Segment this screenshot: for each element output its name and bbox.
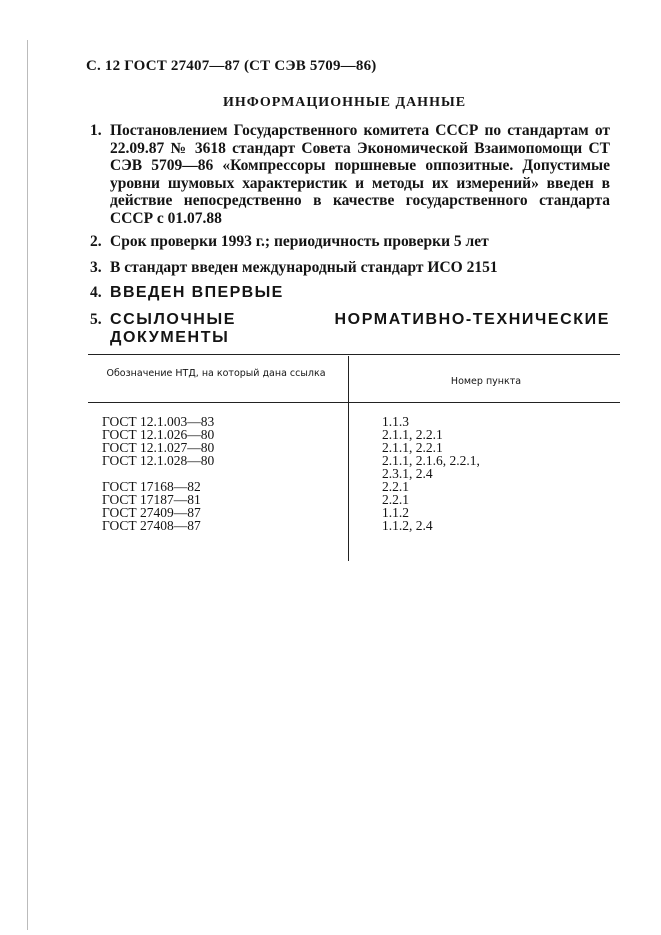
table-header-clause: Номер пункта	[450, 376, 522, 387]
table-top-rule	[88, 354, 620, 355]
cell-document: ГОСТ 12.1.027—80	[102, 440, 215, 455]
cell-clause: 2.1.1, 2.2.1	[382, 440, 443, 455]
info-item-4	[90, 284, 610, 302]
cell-clause: 2.2.1	[382, 479, 409, 494]
section-title: ИНФОРМАЦИОННЫЕ ДАННЫЕ	[222, 95, 467, 110]
cell-document: ГОСТ 17168—82	[102, 479, 201, 494]
cell-clause: 1.1.2, 2.4	[382, 518, 433, 533]
table-header-rule	[88, 402, 620, 403]
item-text: В стандарт введен международный стандарт ИСО 2151	[110, 259, 498, 276]
info-item-1	[90, 122, 610, 228]
item-number: 4.	[90, 284, 102, 301]
cell-clause: 2.2.1	[382, 492, 409, 507]
table-column-divider	[348, 356, 349, 561]
item-text: Срок проверки 1993 г.; периодичность проверки 5 лет	[110, 233, 489, 250]
item-number: 2.	[90, 233, 102, 250]
item-number: 5.	[90, 311, 102, 328]
item-text: ССЫЛОЧНЫЕ НОРМАТИВНО-ТЕХНИЧЕСКИЕ ДОКУМЕНТЫ	[110, 311, 610, 346]
cell-document: ГОСТ 12.1.003—83	[102, 414, 215, 429]
table-header-document: Обозначение НТД, на который дана ссылка	[106, 368, 326, 379]
cell-document: ГОСТ 12.1.026—80	[102, 427, 215, 442]
cell-clause: 1.1.2	[382, 505, 409, 520]
item-text: Постановлением Государственного комитета СССР по стандартам от 22.09.87 № 3618 стандарт Совета Экономической Взаимопомощи СТ СЭВ 5709—86 «Компрессоры поршневые оппозитные. Допустимые уровни шумовых характеристик и методы их измерений» введен в действие непосредственно в качестве государственного стандарта СССР с 01.07.88	[110, 122, 610, 227]
cell-clause: 1.1.3	[382, 414, 409, 429]
cell-clause: 2.3.1, 2.4	[382, 466, 433, 481]
item-number: 1.	[90, 122, 102, 139]
cell-document: ГОСТ 12.1.028—80	[102, 453, 215, 468]
item-text: ВВЕДЕН ВПЕРВЫЕ	[110, 284, 284, 301]
cell-document: ГОСТ 27408—87	[102, 518, 201, 533]
cell-document: ГОСТ 27409—87	[102, 505, 201, 520]
page-header: С. 12 ГОСТ 27407—87 (СТ СЭВ 5709—86)	[86, 58, 377, 74]
cell-clause: 2.1.1, 2.2.1	[382, 427, 443, 442]
info-item-2	[90, 233, 610, 251]
cell-clause: 2.1.1, 2.1.6, 2.2.1,	[382, 453, 480, 468]
info-item-5	[90, 311, 610, 347]
page-margin-line	[27, 40, 28, 930]
info-item-3	[90, 259, 610, 277]
item-number: 3.	[90, 259, 102, 276]
cell-document: ГОСТ 17187—81	[102, 492, 201, 507]
